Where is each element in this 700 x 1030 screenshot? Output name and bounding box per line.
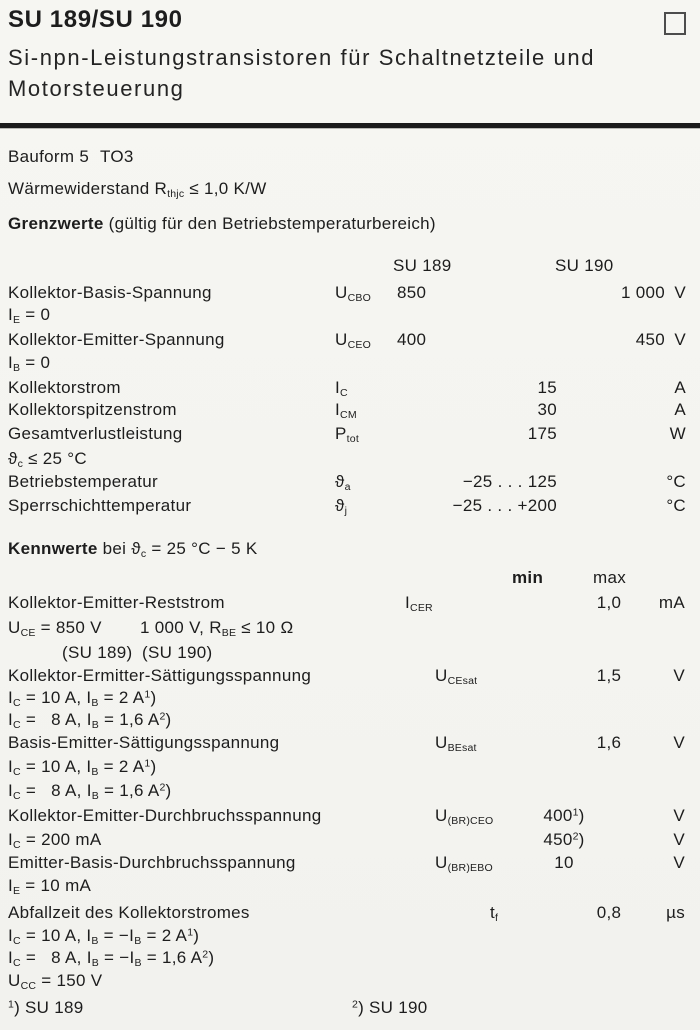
value-su189: 850 (397, 283, 427, 302)
column-header-su189: SU 189 (393, 256, 452, 275)
table-row (0, 424, 700, 447)
row-label: Betriebstemperatur (8, 472, 158, 491)
row-condition (0, 948, 700, 971)
condition-text: (SU 189) (62, 643, 133, 662)
type-column-headers (0, 256, 700, 279)
kennwerte-heading-text (8, 539, 258, 560)
grenzwerte-heading-rest: (gültig für den Betriebstemperaturbereich) (103, 214, 436, 233)
row-unit: A (674, 400, 686, 419)
row-unit: V (673, 830, 685, 849)
value-common: 30 (537, 400, 557, 419)
table-row (0, 472, 700, 495)
condition-text: $I_C = 8$ A, $I_B = -I_B = 1,6$ $A^2$) (8, 948, 215, 969)
row-unit: V (673, 666, 685, 685)
subtitle-line-1 (0, 45, 700, 75)
row-unit: µs (666, 903, 685, 922)
row-condition (0, 710, 700, 733)
row-symbol: $I_{CM}$ (335, 400, 357, 421)
row-unit: A (674, 378, 686, 397)
row-label: Kollektor-Ermitter-Sättigungsspannung (8, 666, 312, 685)
row-condition (0, 688, 700, 711)
row-unit: V (673, 806, 685, 825)
condition-text: $U_{CC} = 150$ V (8, 971, 103, 992)
value-min: $400^1$) (543, 806, 585, 825)
row-unit: V (673, 733, 685, 752)
table-row (0, 806, 700, 829)
row-condition (0, 781, 700, 804)
row-symbol: $I_{CER}$ (405, 593, 433, 614)
row-label: Sperrschichttemperatur (8, 496, 192, 515)
value-max: 1,5 (596, 666, 622, 685)
footnote-2: $^2$) SU 190 (352, 998, 428, 1017)
condition-text: $I_C = 200$ mA (8, 830, 102, 851)
row-unit: V (674, 283, 686, 302)
row-unit: mA (658, 593, 685, 612)
value-max: 0,8 (596, 903, 622, 922)
value-su190: 1 000 (620, 283, 665, 302)
grenzwerte-heading (0, 214, 700, 237)
row-condition (0, 305, 700, 328)
row-label: Kollektor-Emitter-Spannung (8, 330, 225, 349)
condition-text: $I_C = 10$ A, $I_B = 2$ $A^1$) (8, 757, 157, 778)
row-symbol: $U_{CEsat}$ (435, 666, 478, 687)
column-header-su190: SU 190 (555, 256, 614, 275)
condition-text: $I_E = 0$ (8, 305, 51, 326)
grenzwerte-heading-text (8, 214, 436, 234)
thermal-resistance-text: Wärmewiderstand $R_{thjc} \le 1,0$ K/W (8, 179, 267, 200)
horizontal-rule (0, 123, 700, 128)
row-condition (0, 971, 700, 994)
row-unit: V (673, 853, 685, 872)
table-row (0, 378, 700, 401)
header-row (0, 6, 700, 36)
footnotes-row (0, 998, 700, 1021)
table-row (0, 666, 700, 689)
value-max: 1,6 (596, 733, 622, 752)
row-symbol: $U_{BEsat}$ (435, 733, 477, 754)
row-label: Kollektor-Basis-Spannung (8, 283, 212, 302)
condition-text: 1 000 V, $R_{BE} \le 10$ Ω (140, 618, 294, 639)
value-min: 10 (554, 853, 574, 872)
value-common: 15 (537, 378, 557, 397)
bauform-line (0, 147, 700, 170)
table-row (0, 283, 700, 306)
table-row (0, 400, 700, 423)
condition-text: $I_C = 10$ A, $I_B = -I_B = 2$ $A^1$) (8, 926, 200, 947)
row-unit: °C (666, 472, 686, 491)
row-unit: V (674, 330, 686, 349)
row-symbol: $P_{tot}$ (335, 424, 359, 445)
grenzwerte-heading-bold: Grenzwerte (8, 214, 104, 233)
row-condition (0, 643, 700, 666)
value-common: −25 . . . +200 (452, 496, 557, 515)
row-unit: °C (666, 496, 686, 515)
row-condition (0, 757, 700, 780)
row-label: Basis-Emitter-Sättigungsspannung (8, 733, 280, 752)
value-common: −25 . . . 125 (462, 472, 557, 491)
condition-text: $I_C = 8$ A, $I_B = 1,6$ $A^2$) (8, 710, 172, 731)
bauform-value: TO3 (100, 147, 134, 166)
row-symbol: $ϑ_a$ (335, 472, 351, 493)
condition-text: $I_C = 8$ A, $I_B = 1,6$ $A^2$) (8, 781, 172, 802)
thermal-resistance-line (0, 179, 700, 202)
row-symbol: $U_{(BR)CEO}$ (435, 806, 494, 827)
row-label: Kollektor-Emitter-Reststrom (8, 593, 225, 612)
row-symbol: $U_{CBO}$ (335, 283, 371, 304)
kennwerte-heading-bold: Kennwerte (8, 539, 98, 558)
footnote-1: $^1$) SU 189 (8, 998, 84, 1017)
condition-text: (SU 190) (142, 643, 213, 662)
subtitle-text: Si-npn-Leistungstransistoren für Schaltnetzteile und (8, 45, 596, 70)
row-unit: W (669, 424, 686, 443)
kennwerte-heading-rest: bei $ϑ_c = 25$ °C − 5 K (97, 539, 258, 560)
row-label: Kollektorspitzenstrom (8, 400, 177, 419)
minmax-column-headers (0, 568, 700, 591)
kennwerte-heading (0, 539, 700, 562)
table-row (0, 330, 700, 353)
row-symbol: $U_{(BR)EBO}$ (435, 853, 493, 874)
row-symbol: $ϑ_j$ (335, 496, 348, 517)
row-symbol: $t_f$ (490, 903, 499, 924)
column-header-min: min (512, 568, 544, 587)
value-min: $450^2$) (543, 830, 585, 849)
row-condition (0, 926, 700, 949)
row-label: Kollektorstrom (8, 378, 121, 397)
table-row (0, 903, 700, 926)
subtitle-line-2 (0, 76, 700, 106)
page-title: SU 189/SU 190 (8, 6, 183, 33)
bauform-label: Bauform 5 (8, 147, 90, 166)
empty-square-icon (664, 12, 686, 35)
condition-text: $I_E = 10$ mA (8, 876, 92, 897)
table-row (0, 733, 700, 756)
row-condition (0, 353, 700, 376)
table-row (0, 496, 700, 519)
value-su189: 400 (397, 330, 427, 349)
column-header-max: max (593, 568, 627, 587)
row-label: Gesamtverlustleistung (8, 424, 183, 443)
condition-text: $ϑ_c \le 25$ °C (8, 449, 87, 470)
value-common: 175 (527, 424, 557, 443)
row-condition (0, 876, 700, 899)
condition-text: $I_C = 10$ A, $I_B = 2$ $A^1$) (8, 688, 157, 709)
value-su190: 450 (635, 330, 665, 349)
subtitle-text: Motorsteuerung (8, 76, 185, 101)
row-label: Kollektor-Emitter-Durchbruchsspannung (8, 806, 322, 825)
table-row (0, 593, 700, 616)
row-condition (0, 449, 700, 472)
row-condition (0, 618, 700, 641)
condition-text: $I_B = 0$ (8, 353, 51, 374)
row-symbol: $I_C$ (335, 378, 348, 399)
value-max: 1,0 (596, 593, 622, 612)
row-symbol: $U_{CEO}$ (335, 330, 371, 351)
row-label: Abfallzeit des Kollektorstromes (8, 903, 250, 922)
row-condition (0, 830, 700, 853)
row-label: Emitter-Basis-Durchbruchsspannung (8, 853, 296, 872)
condition-text: $U_{CE} = 850$ V (8, 618, 102, 639)
table-row (0, 853, 700, 876)
